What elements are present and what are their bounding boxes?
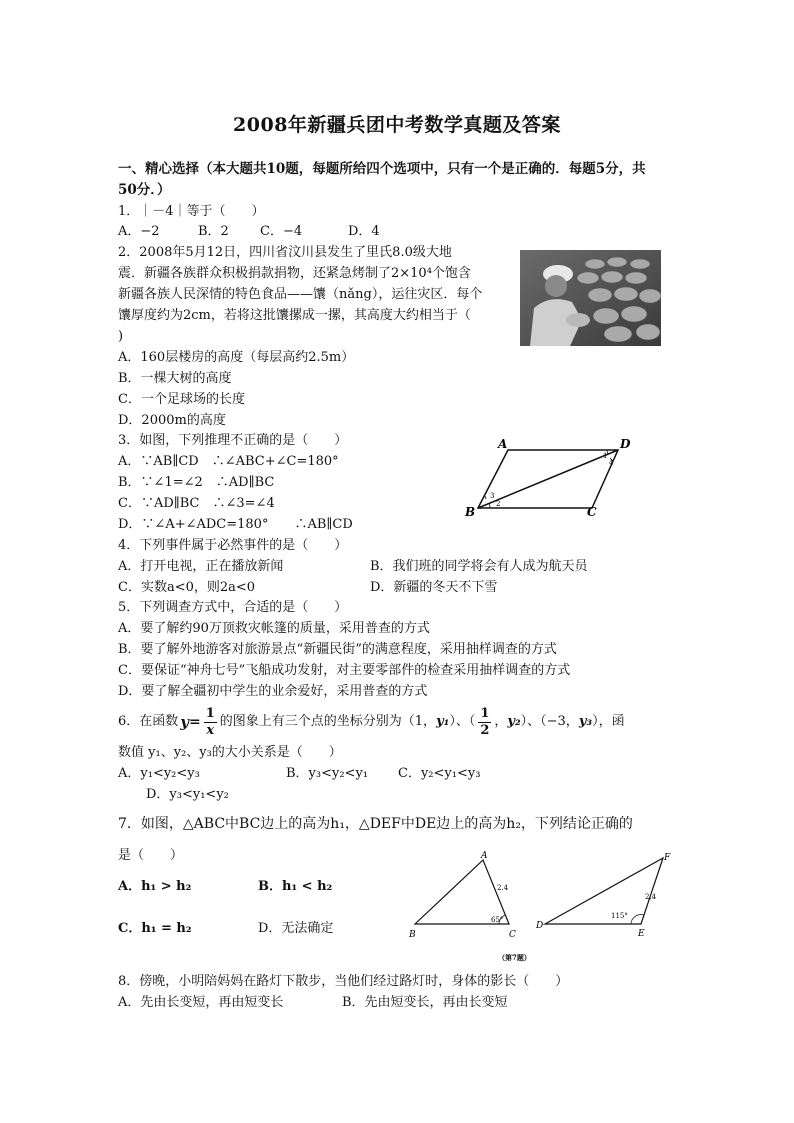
label-angle-3: 3 [490, 492, 495, 500]
q6-option-a: A．y₁<y₂<y₃ [118, 766, 200, 781]
angle-e-label: 115° [611, 912, 628, 920]
q6-func-eq: = [189, 714, 201, 730]
q7-option-d: D．无法确定 [258, 921, 334, 936]
q3-option-c: C．∵AD∥BC ∴∠3=∠4 [118, 496, 275, 511]
q1-option-b: B．2 [198, 224, 229, 239]
q1-option-a: A．−2 [118, 224, 160, 239]
q5-option-d: D．要了解全疆初中学生的业余爱好，采用普查的方式 [118, 684, 428, 699]
q7-option-a: A．h₁ > h₂ [118, 879, 192, 894]
q6-half-den: 2 [480, 722, 490, 738]
q7-option-c: C．h₁ = h₂ [118, 921, 192, 936]
q4-option-d: D．新疆的冬天不下雪 [370, 580, 498, 595]
label-b: B [409, 930, 416, 940]
q4-stem: 4．下列事件属于必然事件的是（ ） [118, 538, 348, 553]
label-angle-4: 4 [609, 459, 614, 467]
q6-option-c: C．y₂<y₁<y₃ [398, 766, 481, 781]
q2-stem-line: 新疆各族人民深情的特色食品——馕（nǎng），运往灾区．每个 [118, 287, 483, 302]
q2-option-b: B．一棵大树的高度 [118, 371, 232, 386]
q4-option-c: C．实数a<0，则2a<0 [118, 580, 256, 595]
q6-text: ）、（ [449, 714, 476, 729]
q2-stem-line: 震．新疆各族群众积极捐款捐物，还紧急烤制了2×10⁴个饱含 [118, 266, 471, 281]
q6-fraction-num: 1 [205, 705, 215, 721]
section-heading: 一、精心选择（本大题共10题，每题所给四个选项中，只有一个是正确的．每题5分，共 [118, 161, 646, 177]
q5-option-a: A．要了解约90万顶救灾帐篷的质量，采用普查的方式 [118, 621, 430, 636]
photo-icon [520, 250, 661, 346]
label-d: D [536, 921, 544, 931]
q6-option-b: B．y₃<y₂<y₁ [286, 766, 369, 781]
q8-option-b: B．先由短变长，再由长变短 [342, 995, 508, 1010]
q1-option-c: C．−4 [260, 224, 303, 239]
q3-figure [460, 436, 635, 522]
q6-text: 的图象上有三个点的坐标分别为（1， [219, 714, 437, 729]
q6-text: ， [494, 714, 508, 729]
q2-option-a: A．160层楼房的高度（每层高约2.5m） [118, 350, 355, 365]
q7-stem-line2: 是（ ） [118, 848, 184, 863]
q2-option-c: C．一个足球场的长度 [118, 392, 245, 407]
angle-arc-3 [485, 496, 486, 499]
q6-option-d: D．y₃<y₁<y₂ [146, 787, 229, 802]
q1-options [118, 223, 380, 241]
q6-y1: y₁ [436, 714, 450, 729]
q3-option-b: B．∵∠1=∠2 ∴AD∥BC [118, 475, 275, 490]
q3-option-d: D．∵∠A+∠ADC=180° ∴AB∥CD [118, 517, 353, 532]
angle-c-label: 65° [491, 916, 504, 924]
side-ef-length: 2.4 [645, 893, 657, 901]
q6-y2: y₂ [507, 714, 521, 729]
q6-text: ）、（−3， [520, 714, 579, 729]
q5-stem: 5．下列调查方式中，合适的是（ ） [118, 600, 348, 615]
q2-stem-line: ) [118, 329, 124, 344]
q7-stem-line1: 7．如图，△ABC中BC边上的高为h₁，△DEF中DE边上的高为h₂，下列结论正确的 [118, 816, 633, 832]
q1-stem: 1．｜－4｜等于（ ） [118, 204, 265, 219]
label-a: A [481, 851, 488, 861]
q5-option-c: C．要保证“神舟七号”飞船成功发射，对主要零部件的检查采用抽样调查的方式 [118, 663, 571, 678]
label-c: C [587, 505, 597, 519]
q4-option-b: B．我们班的同学将会有人成为航天员 [370, 559, 588, 574]
bread-photo-illustration [520, 250, 661, 346]
page-title: 2008年新疆兵团中考数学真题及答案 [233, 114, 561, 136]
q4-option-a: A．打开电视，正在播放新闻 [118, 559, 284, 574]
q3-stem: 3．如图，下列推理不正确的是（ ） [118, 433, 348, 448]
triangle-abc [415, 860, 509, 924]
q7-figure [405, 848, 675, 964]
figure-caption: （第7题） [498, 953, 531, 962]
q2-option-d: D．2000m的高度 [118, 413, 226, 428]
q6-func-y: y [180, 713, 189, 731]
triangle-def [545, 858, 663, 924]
q6-stem [118, 703, 625, 741]
label-d: D [620, 437, 631, 451]
q6-half-fraction [478, 706, 491, 739]
q6-text: ），函 [592, 714, 625, 729]
label-e: E [638, 929, 645, 939]
label-angle-2: 2 [496, 500, 501, 508]
q7-option-b: B．h₁ < h₂ [258, 879, 333, 894]
q6-stem-line2: 数值 y₁、y₂、y₃的大小关系是（ ） [118, 745, 342, 760]
side-ac-length: 2.4 [497, 884, 509, 892]
q8-option-a: A．先由长变短，再由短变长 [118, 995, 284, 1010]
label-f: F [664, 853, 671, 863]
q8-stem: 8．傍晚，小明陪妈妈在路灯下散步，当他们经过路灯时，身体的影长（ ） [118, 974, 569, 989]
q2-stem-line: 馕厚度约为2cm，若将这批馕摞成一摞，其高度大约相当于（ [118, 308, 471, 323]
q5-option-b: B．要了解外地游客对旅游景点“新疆民街”的满意程度，采用抽样调查的方式 [118, 642, 557, 657]
q6-text: 6．在函数 [118, 714, 179, 729]
section-heading-cont: 50分．） [118, 182, 171, 198]
q6-y3: y₃ [578, 714, 593, 729]
q1-option-d: D．4 [348, 224, 380, 239]
q6-fraction-den: x [206, 722, 215, 738]
q6-fraction [204, 706, 217, 739]
label-b: B [465, 505, 476, 519]
label-angle-1: 1 [603, 452, 608, 460]
label-c: C [509, 930, 516, 940]
q6-half-num: 1 [480, 705, 490, 721]
label-a: A [498, 437, 508, 451]
q2-stem-line: 2．2008年5月12日，四川省汶川县发生了里氏8.0级大地 [118, 245, 452, 260]
q3-option-a: A．∵AB∥CD ∴∠ABC+∠C=180° [118, 454, 339, 469]
